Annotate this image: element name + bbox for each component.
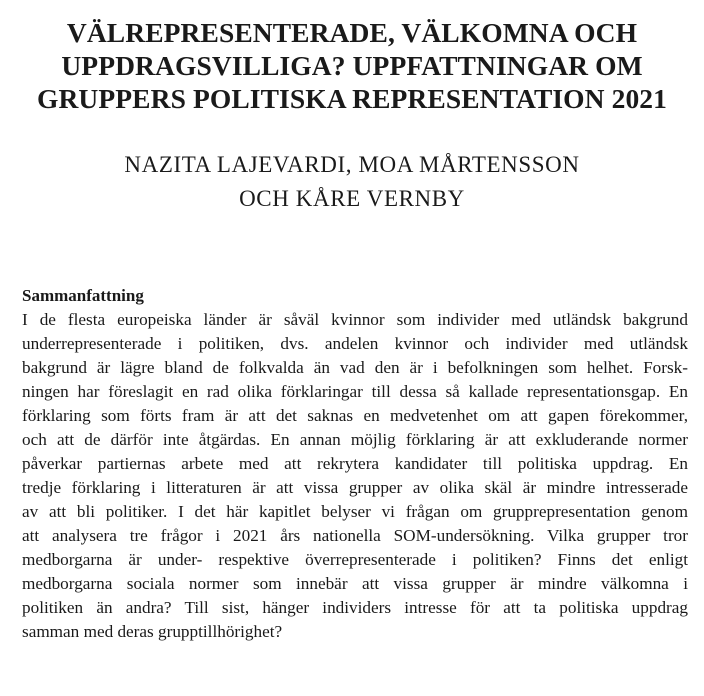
abstract-line: samman med deras grupptillhörighet? [22,622,283,641]
title-line: UPPDRAGSVILLIGA? UPPFATTNINGAR OM [61,50,643,81]
abstract-line: medborgarna sociala normer som innebär att vissa grupper är mindre välkomna i [22,574,688,593]
abstract-line: av att bli politiker. I det här kapitlet belyser vi frågan om grupprepresentation genom [22,502,688,521]
abstract-line: och att de därför inte åtgärdas. En annan möjlig förklaring är att exkluderande normer [22,430,688,449]
author-list [14,148,690,216]
abstract-line: medborgarna är under- respektive överrepresenterade i politiken? Finns det enligt [22,550,688,569]
abstract-line: underrepresenterade i politiken, dvs. andelen kvinnor och individer med utländsk [22,334,688,353]
abstract-line: påverkar partiernas arbete med att rekrytera kandidater till politiska uppdrag. En [22,454,688,473]
abstract-line: I de flesta europeiska länder är såväl kvinnor som individer med utländsk bakgrund [22,310,688,329]
abstract-line: att analysera tre frågor i 2021 års nationella SOM-undersökning. Vilka grupper tror [22,526,688,545]
abstract-section [22,284,688,644]
abstract-heading: Sammanfattning [22,286,144,305]
author-line: NAZITA LAJEVARDI, MOA MÅRTENSSON [124,152,580,177]
title-line: VÄLREPRESENTERADE, VÄLKOMNA OCH [66,17,638,48]
abstract-line: politiken än andra? Till sist, hänger individers intresse för att ta politiska uppdrag [22,598,688,617]
abstract-line: ningen har föreslagit en rad olika förklaringar till dessa så kallade representationsgap. En [22,382,688,401]
chapter-title [14,16,690,115]
title-line: GRUPPERS POLITISKA REPRESENTATION 2021 [36,83,668,114]
abstract-line: förklaring som förts fram är att det saknas en medvetenhet om att gapen förekommer, [22,406,688,425]
author-line: OCH KÅRE VERNBY [239,186,465,211]
abstract-line: bakgrund är lägre bland de folkvalda än vad den är i befolkningen som helhet. Forsk- [22,358,688,377]
abstract-body [22,308,688,644]
abstract-line: tredje förklaring i litteraturen är att vissa grupper av olika skäl är mindre intresserade [22,478,688,497]
